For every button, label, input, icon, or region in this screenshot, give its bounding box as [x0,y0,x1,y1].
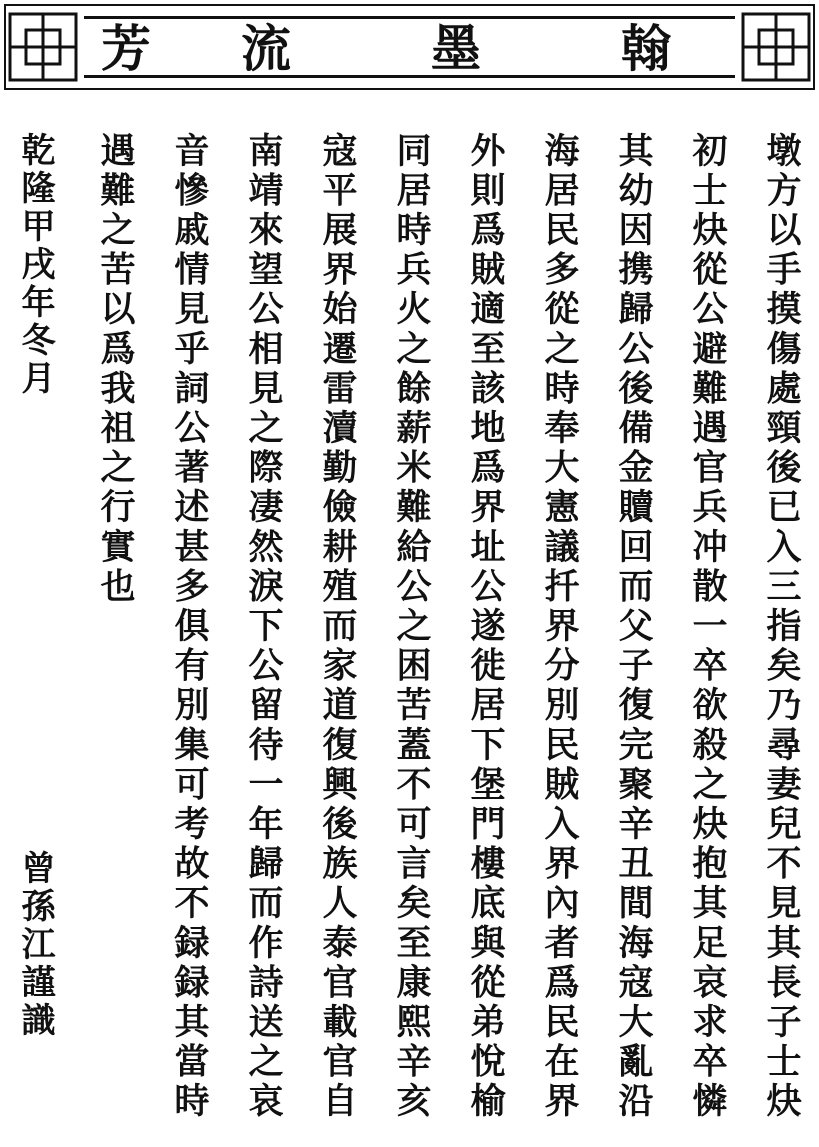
text-column-6: 同居時兵火之餘薪米難給公之困苦蓋不可言矣至康熙辛亥 [391,132,432,1122]
text-column-2: 初士炔從公避難遇官兵冲散一卒欲殺之炔抱其足哀求卒憐 [687,132,728,1122]
title-char-2: 墨 [431,19,481,78]
text-column-1: 墩方以手摸傷處頸後已入三指矣乃尋妻兒不見其長子士炔 [761,132,802,1122]
title-banner [4,4,815,90]
text-column-10: 遇難之苦以爲我祖之行實也 [95,132,136,608]
text-column-5: 外則爲賊適至該地爲界址公遂徙居下堡門樓底與從弟悅榆 [465,132,506,1122]
text-column-7: 寇平展界始遷雷瀆勤儉耕殖而家道復興後族人泰官載官自 [317,132,358,1122]
title-char-4: 芳 [101,19,151,78]
text-column-9: 音慘戚情見乎詞公著述甚多俱有別集可考故不録録其當時 [169,132,210,1122]
text-column-8: 南靖來望公相見之際凄然淚下公留待一年歸而作詩送之哀 [243,132,284,1122]
title-char-3: 流 [241,19,291,78]
date-line: 乾隆甲戌年冬月 [15,132,55,398]
text-column-3: 其幼因携歸公後備金贖回而父子復完聚辛丑間海寇大亂沿 [613,132,654,1122]
fret-corner-ornament-right [741,12,811,82]
fret-corner-ornament-left [8,12,78,82]
text-column-4: 海居民多從之時奉大憲議扦界分別民賊入界內者爲民在界 [539,132,580,1122]
banner-title [88,18,731,80]
title-char-1: 翰 [621,19,671,78]
signature: 曾孫江謹識 [15,850,55,1040]
